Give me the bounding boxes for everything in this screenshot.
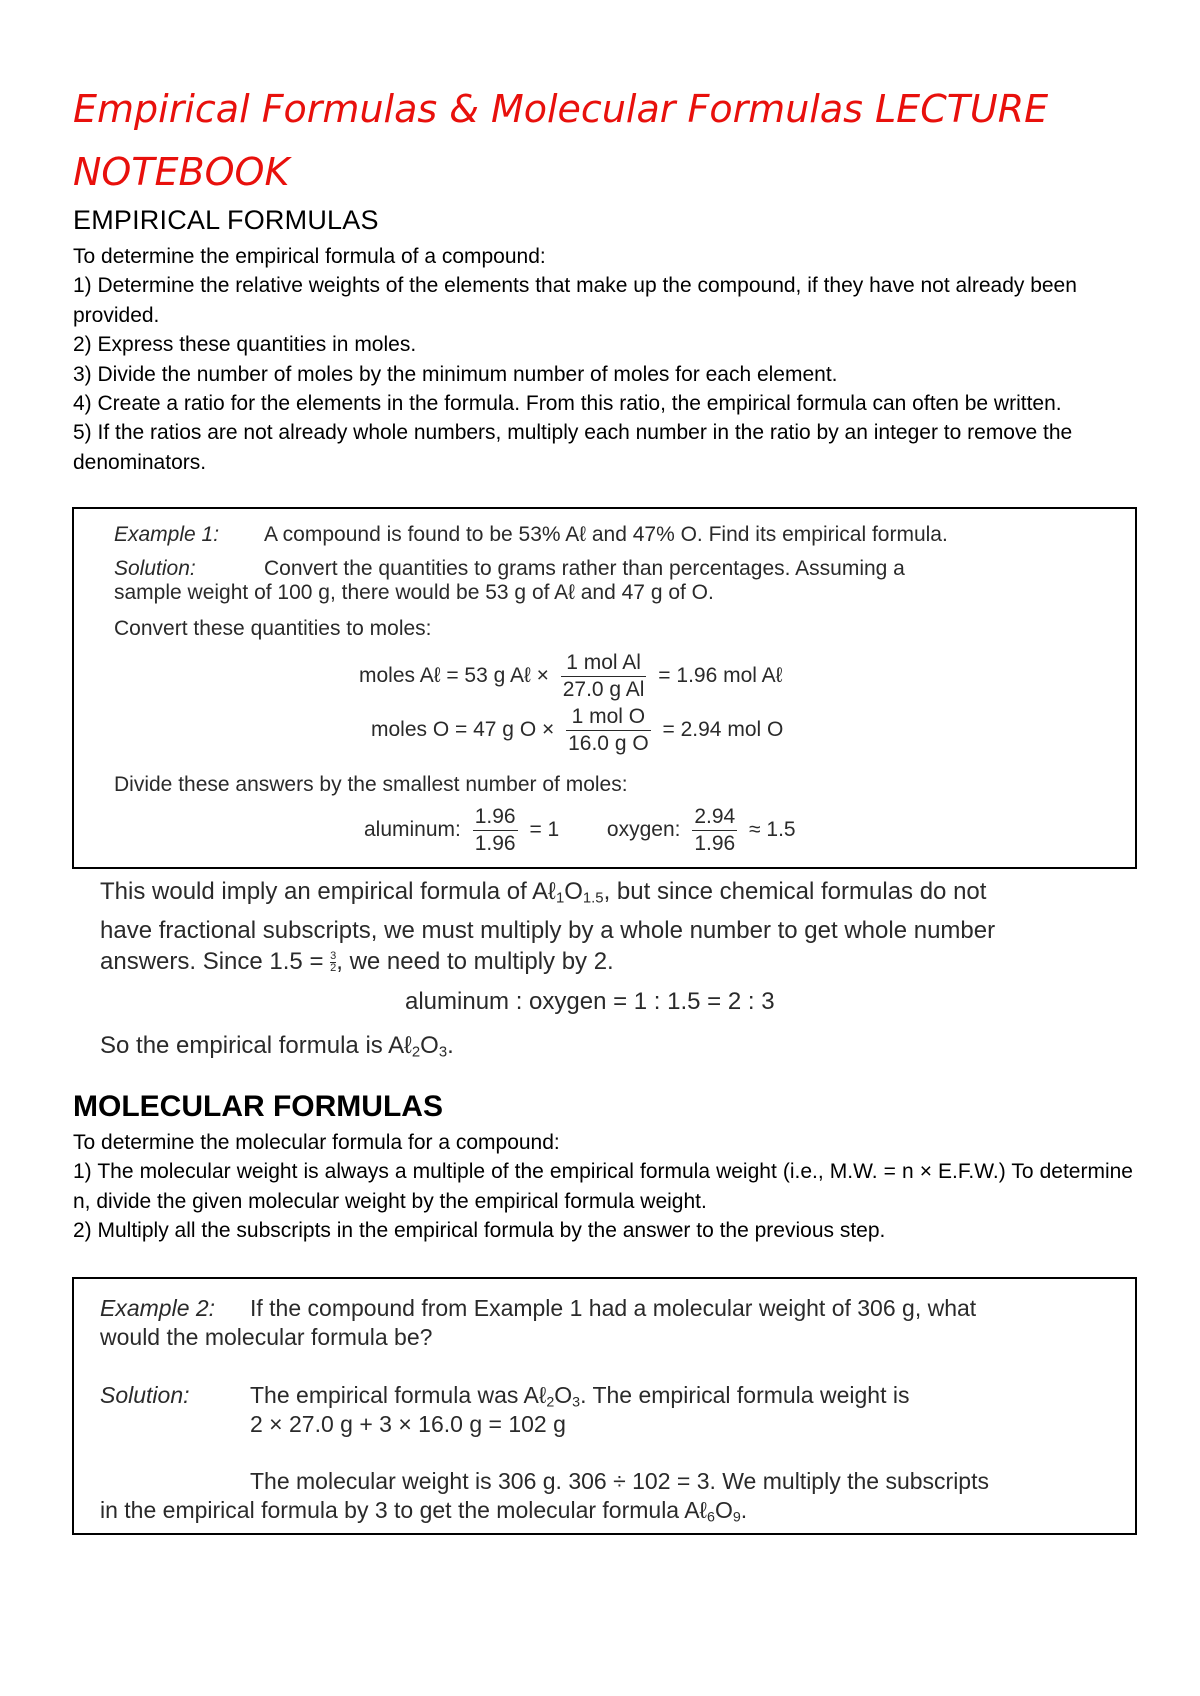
ratio-equations bbox=[364, 805, 796, 856]
convert-text: Convert these quantities to moles: bbox=[114, 617, 432, 640]
example-1-conclusion bbox=[100, 876, 1100, 977]
empirical-heading: EMPIRICAL FORMULAS bbox=[73, 205, 379, 235]
fraction-denominator: 1.96 bbox=[694, 832, 736, 855]
example-2-solution-line: in the empirical formula by 3 to get the molecular formula $A\ell_6O_9$. bbox=[100, 1497, 748, 1526]
eq-left: moles O = 47 g O × bbox=[371, 718, 555, 742]
example-1-solution-line: sample weight of 100 g, there would be 53 g of Aℓ and 47 g of O. bbox=[114, 581, 714, 604]
ratio-line: aluminum : oxygen = 1 : 1.5 = 2 : 3 bbox=[405, 988, 775, 1015]
conclusion-line: This would imply an empirical formula of $A\ell_1O_{1.5}$, but since chemical formulas do not bbox=[100, 878, 987, 907]
empirical-steps bbox=[73, 242, 1133, 477]
example-2-box bbox=[72, 1277, 1137, 1535]
aluminum-result: = 1 bbox=[529, 818, 560, 842]
fraction bbox=[566, 705, 651, 756]
fraction bbox=[561, 651, 647, 702]
empirical-step: 1) Determine the relative weights of the elements that make up the compound, if they have not already been provided. bbox=[73, 274, 1077, 327]
empirical-result: So the empirical formula is $A\ell_2O_3$. bbox=[100, 1032, 454, 1061]
moles-o-equation bbox=[371, 705, 783, 756]
empirical-step: 3) Divide the number of moles by the minimum number of moles for each element. bbox=[73, 362, 838, 386]
example-1-solution-line: Convert the quantities to grams rather than percentages. Assuming a bbox=[264, 557, 905, 580]
conclusion-line: have fractional subscripts, we must multiply by a whole number to get whole number bbox=[100, 916, 996, 944]
fraction-numerator: 1 mol O bbox=[566, 705, 651, 731]
empirical-intro: To determine the empirical formula of a compound: bbox=[73, 245, 546, 268]
example-1-label: Example 1: bbox=[114, 523, 220, 546]
example-2-solution-line: The molecular weight is 306 g. 306 ÷ 102 = 3. We multiply the subscripts bbox=[250, 1468, 989, 1494]
fraction-numerator: 1 mol Al bbox=[561, 651, 647, 677]
oxygen-label: oxygen: bbox=[606, 818, 681, 842]
example-2-solution-line: 2 × 27.0 g + 3 × 16.0 g = 102 g bbox=[250, 1411, 566, 1437]
example-2-question-line: would the molecular formula be? bbox=[100, 1324, 433, 1350]
empirical-step: 4) Create a ratio for the elements in the formula. From this ratio, the empirical formula can often be written. bbox=[73, 392, 1062, 416]
example-2-solution-label: Solution: bbox=[100, 1382, 190, 1408]
empirical-step: 2) Express these quantities in moles. bbox=[73, 333, 417, 357]
example-1-solution-label: Solution: bbox=[114, 557, 196, 580]
molecular-intro: To determine the molecular formula for a compound: bbox=[73, 1131, 560, 1154]
divide-text: Divide these answers by the smallest number of moles: bbox=[114, 773, 628, 796]
fraction bbox=[692, 805, 737, 856]
fraction-denominator: 16.0 g O bbox=[568, 732, 649, 755]
page-title: Empirical Formulas & Molecular Formulas LECTURE NOTEBOOK bbox=[73, 87, 1049, 194]
molecular-steps bbox=[73, 1128, 1133, 1246]
example-1-box bbox=[72, 507, 1137, 869]
oxygen-result: ≈ 1.5 bbox=[749, 818, 796, 842]
example-2-label: Example 2: bbox=[100, 1295, 216, 1321]
moles-al-equation bbox=[359, 651, 782, 702]
molecular-step: 1) The molecular weight is always a multiple of the empirical formula weight (i.e., M.W. = n × E.F.W.) To determine n, divide the given molecular weight by the empirical formula weight. bbox=[73, 1160, 1133, 1213]
eq-right: = 2.94 mol O bbox=[662, 718, 784, 742]
example-2-solution-line: The empirical formula was $A\ell_2O_3$. The empirical formula weight is bbox=[250, 1382, 910, 1411]
molecular-step: 2) Multiply all the subscripts in the empirical formula by the answer to the previous step. bbox=[73, 1219, 886, 1243]
example-1-question: A compound is found to be 53% Aℓ and 47% O. Find its empirical formula. bbox=[264, 523, 948, 546]
fraction-denominator: 1.96 bbox=[474, 832, 516, 855]
fraction-denominator: 27.0 g Al bbox=[562, 678, 645, 701]
fraction-numerator: 1.96 bbox=[473, 805, 518, 831]
conclusion-line: answers. Since 1.5 = $\frac{3}{2}$ , we need to multiply by 2. bbox=[100, 947, 614, 975]
fraction-numerator: 2.94 bbox=[692, 805, 737, 831]
three-halves-fraction: $\frac{3}{2}$ bbox=[330, 949, 337, 974]
example-2-question-line: If the compound from Example 1 had a molecular weight of 306 g, what bbox=[250, 1295, 977, 1321]
molecular-heading: MOLECULAR FORMULAS bbox=[73, 1090, 443, 1123]
aluminum-label: aluminum: bbox=[364, 818, 461, 842]
fraction bbox=[473, 805, 518, 856]
eq-right: = 1.96 mol Aℓ bbox=[658, 664, 783, 688]
eq-left: moles Aℓ = 53 g Aℓ × bbox=[359, 664, 549, 688]
empirical-step: 5) If the ratios are not already whole numbers, multiply each number in the ratio by an integer to remove the denominators. bbox=[73, 421, 1073, 474]
